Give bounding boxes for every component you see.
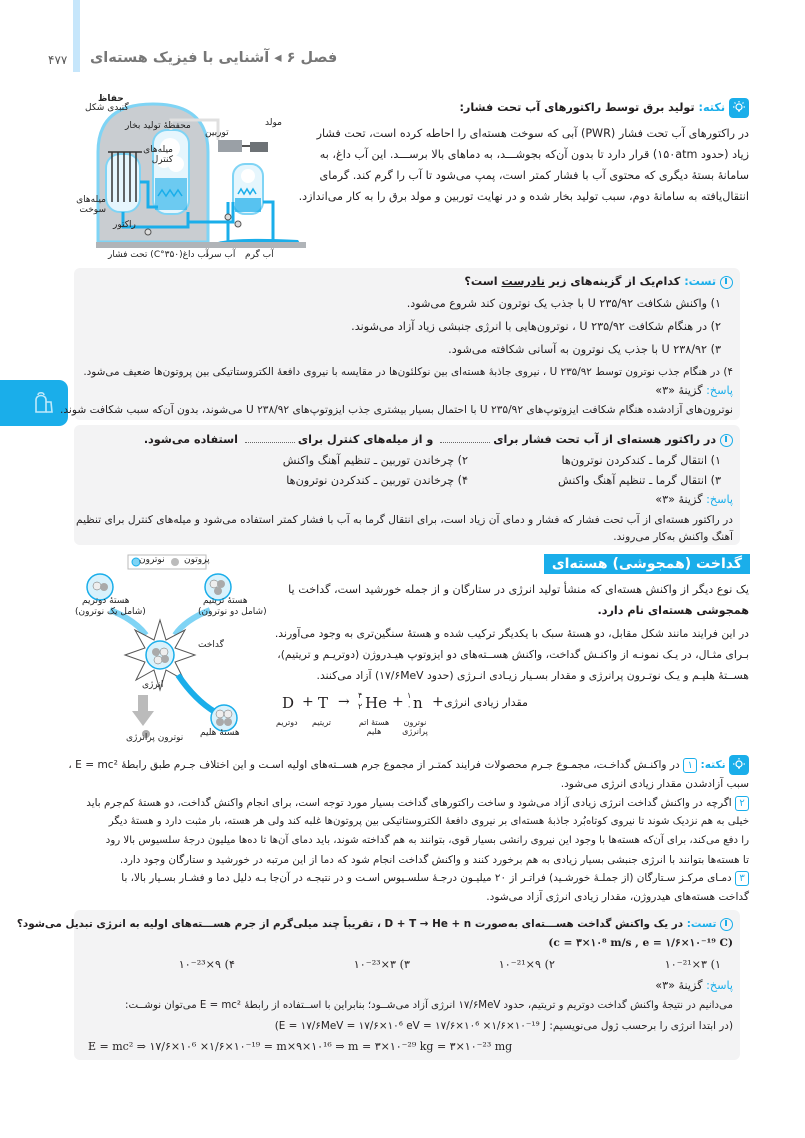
fusion-diagram <box>80 550 270 755</box>
note2-item-1-line2: سبب آزادشدن مقدار زیادی انرژی می‌شود. <box>560 778 749 790</box>
note1-line-1: در راکتورهای آب تحت فشار (PWR) آبی که سوخت هسته‌ای را احاطه کرده است، تحت فشار <box>316 127 749 140</box>
test2-explanation-1: در راکتور هسته‌ای از آب تحت فشار که فشار و دمای آن زیاد است، برای انتقال گرما به آب با فشار کمتر استفاده می‌شود و میله‌های کنترل برای تنظیم <box>76 514 733 526</box>
note2-item-2-line1: ۲ اگرچه در واکنش گداخت انرژی زیادی آزاد می‌شود و ساخت راکتورهای گداخت بسیار مورد توجه است، برای انجام واکنش گداخت، دو هستهٔ کم‌جرم باید <box>86 793 749 813</box>
test3-explanation-3: E = mc² ⇒ ۱۷/۶×۱۰⁶ ×۱/۶×۱۰⁻¹⁹ = m×۹×۱۰¹⁶ ⇒ m = ۳×۱۰⁻²⁹ kg = ۳×۱۰⁻²³ mg <box>88 1040 513 1053</box>
note1-line-2: زیاد (حدود ۱۵۰atm) قرار دارد تا بدون آن‌که بجوشـــد، به دماهای بالا برســـد. این آب داغ، به <box>319 148 749 161</box>
note2-item-2-line3: را دفع می‌کند، برای آن‌که هسته‌ها با وجود این نیروی رانشی بسیار قوی، بتوانند به هم گداخته شوند، باید دمای آن‌ها تا ده‌ها میلیون درجهٔ سلسیوس بالا رود <box>105 835 749 846</box>
test3-option-4[interactable]: ۴) ۹×۱۰⁻²³ <box>178 958 235 971</box>
test3-explanation-1: می‌دانیم در نتیجهٔ واکنش گداخت دوتریم و تریتیم، حدود ۱۷/۶MeV انرژی آزاد می‌شــود؛ بنابراین با اســتفاده از رابطهٔ E = mc² می‌توان نوشــت: <box>125 1000 733 1011</box>
test3-question: تست: در یک واکنش گداخت هســـته‌ای به‌صورت D + T → He + n ، تقریباً چند میلی‌گرم از جرم هســـته‌های اولیه به انرژی تبدیل می‌شود؟ <box>17 914 733 934</box>
label-tritium: هستهٔ تریتیم <box>203 596 248 606</box>
stopwatch-icon <box>720 918 733 931</box>
label-turbine: توربین <box>205 128 229 138</box>
test1-option-3[interactable]: ۳) U ۲۳۸/۹۲ با جذب یک نوترون به آسانی شکافته می‌شود. <box>448 343 721 356</box>
section-heading-fusion: گداخت (همجوشی) هسته‌ای <box>544 554 750 574</box>
test2-option-4[interactable]: ۴) چرخاندن توربین ـ کندکردن نوترون‌ها <box>286 474 468 487</box>
note2-item-3-line1: ۳ دمـای مرکـز سـتارگان (از جملـهٔ خورشـید) فراتـر از ۲۰ میلیـون درجـهٔ سلسـیوس اسـت و در نتیجـه در آن‌جا بـه دلیل دما و فشـار بسـیار بالا، با <box>121 868 749 888</box>
test1-explanation: نوترون‌های آزادشده هنگام شکافت ایزوتوپ‌های U ۲۳۵/۹۲ با احتمال بسیار بیشتری جذب ایزوتوپ‌های U ۲۳۸/۹۲ می‌شوند، بدون آن‌که سبب شکافت شوند. <box>59 404 733 416</box>
test1-label: تست: <box>684 275 717 288</box>
stopwatch-icon <box>720 434 733 447</box>
test1-option-4[interactable]: ۴) در هنگام جذب نوترون توسط U ۲۳۵/۹۲ ، نیروی جاذبهٔ هسته‌ای بین نوکلئون‌ها در مقایسه با نیروی دافعهٔ الکتروستاتیکی بین پروتون‌ها ضعیف می‌شود. <box>83 366 733 378</box>
fusion-para2-line2: بـرای مثـال، در یـک نمونـه از واکنـش گداخت، واکنش هســته‌های دو ایزوتوپ هیـدروژن (دوتریـم و تریتیم)، <box>277 648 749 661</box>
chapter-title: فصل ۶ ◂ آشنایی با فیزیک هسته‌ای <box>90 50 338 66</box>
test3-option-3[interactable]: ۳) ۳×۱۰⁻²³ <box>353 958 410 971</box>
note2-item-1-line1: نکته: ۱ در واکنـش گداخـت، مجمـوع جـرم محصولات فرایند کمتـر از مجموع جرم هســته‌های اولیه اسـت و این اختلاف جـرم طبق رابطهٔ E = mc² ، <box>68 755 749 775</box>
note1-line-4: انتقال‌یافته به سامانهٔ دوم، سبب تولید بخار شده و در نهایت توربین و مولد برق را به کار می‌اندازد. <box>298 190 749 203</box>
note1-heading <box>459 98 749 118</box>
note1-label: نکته: <box>698 101 726 114</box>
test3-option-1[interactable]: ۱) ۳×۱۰⁻²¹ <box>664 958 721 971</box>
label-cold-water: آب سرد <box>205 250 236 260</box>
lightbulb-icon <box>729 755 749 775</box>
test1-option-1[interactable]: ۱) واکنش شکافت U ۲۳۵/۹۲ با جذب یک نوترون کند شروع می‌شود. <box>406 297 721 310</box>
legend-neutron: نوترون <box>139 555 165 565</box>
label-neutron: نوترون پرانرژی <box>126 733 184 743</box>
fusion-equation: D + T → ۴ ۲ He + ۱ ۰ n + مقدار زیادی انرژی دوتریم تریتیم هستهٔ اتم هلیم نوترون پرانرژی <box>276 691 528 736</box>
test2-option-3[interactable]: ۳) انتقال گرما ـ تنظیم آهنگ واکنش <box>557 474 721 487</box>
test1-question: تست: کدام‌یک از گزینه‌های زیر نادرست است؟ <box>464 272 733 292</box>
test1-answer: پاسخ: گزینهٔ «۳» <box>655 384 733 397</box>
header-accent-bar <box>73 0 80 72</box>
note2-item-2-line4: تا هسته‌ها بتوانند با انرژی جنبشی بسیار زیادی به هم برخورد کنند و واکنش گداخت انجام شود که دما از این مرتبه در خورشید و ستارگان وجود دارد. <box>119 854 749 866</box>
test2-question: در راکتور هسته‌ای از آب تحت فشار برای و از میله‌های کنترل برای استفاده می‌شود. <box>144 430 733 450</box>
test2-option-1[interactable]: ۱) انتقال گرما ـ کندکردن نوترون‌ها <box>561 454 721 467</box>
label-generator: مولد <box>265 118 282 128</box>
test2-explanation-2: آهنگ واکنش به‌کار می‌روند. <box>613 531 733 543</box>
side-tab[interactable] <box>0 380 68 426</box>
note1-line-3: سامانهٔ بستهٔ دیگری که محتوی آب با فشار کمتر است، پمپ می‌شود تا آب را گرم کند. گرمای <box>319 169 749 182</box>
label-fuel-rods: میله‌های سوخت <box>76 195 106 215</box>
label-deuterium: هستهٔ دوتریم <box>82 596 130 606</box>
label-reactor: راکتور <box>113 220 136 230</box>
test2-answer: پاسخ: گزینهٔ «۳» <box>655 493 733 506</box>
test3-constants: (c = ۳×۱۰⁸ m/s , e = ۱/۶×۱۰⁻¹⁹ C) <box>548 937 733 949</box>
label-tritium-sub: (شامل دو نوترون) <box>198 607 267 617</box>
label-dome: گنبدی شکل <box>85 103 129 113</box>
bread-bag-icon <box>30 390 56 416</box>
label-fusion: گداخت <box>198 640 224 650</box>
fusion-para1-line2: همجوشی هسته‌ای نام دارد. <box>597 604 749 617</box>
test3-explanation-2: (در ابتدا انرژی را برحسب ژول می‌نویسیم: E = ۱۷/۶MeV = ۱۷/۶×۱۰⁶ eV = ۱۷/۶×۱۰⁶ ×۱/۶×۱۰⁻¹⁹ J) <box>274 1020 733 1032</box>
note2-item-2-line2: خیلی به هم نزدیک شوند تا نیروی کوتاه‌بُرد جاذبهٔ هسته‌ای بر نیروی دافعهٔ الکتروستاتیکی بین پروتون‌ها غلبه کند ولی هر هسته، بار مثبت دارد و هستهٔ دیگر <box>108 816 749 827</box>
test2-option-2[interactable]: ۲) چرخاندن توربین ـ تنظیم آهنگ واکنش <box>282 454 468 467</box>
fusion-para2-line3: هســتهٔ هلیـم و یـک نوتـرون پرانرژی و مقدار بسـیار زیـادی انـرژی (حدود ۱۷/۶MeV) آزاد می‌کنند. <box>316 669 749 682</box>
stopwatch-icon <box>720 276 733 289</box>
label-helium: هستهٔ هلیم <box>200 728 240 738</box>
note2-item-3-line2: گداخت هسته‌های هیدروژن، مقدار زیادی انرژی آزاد می‌شود. <box>486 891 749 903</box>
fusion-para2-line1: در این فرایند مانند شکل مقابل، دو هستهٔ سبک با یکدیگر ترکیب شده و هستهٔ سنگین‌تری به وجود می‌آورند. <box>274 627 749 640</box>
label-steam-generator: محفظهٔ تولید بخار <box>125 121 191 131</box>
label-deuterium-sub: (شامل یک نوترون) <box>75 607 146 617</box>
note1-title: تولید برق توسط راکتورهای آب تحت فشار: <box>459 101 695 114</box>
test3-answer: پاسخ: گزینهٔ «۳» <box>655 979 733 992</box>
legend-proton: پروتون <box>184 555 210 565</box>
test1-option-2[interactable]: ۲) در هنگام شکافت U ۲۳۵/۹۲ ، نوترون‌هایی با انرژی جنبشی زیاد آزاد می‌شوند. <box>351 320 721 333</box>
lightbulb-icon <box>729 98 749 118</box>
label-hot-water: آب گرم <box>245 250 274 260</box>
label-containment: حفاظ <box>98 94 124 104</box>
label-pressurized-water: آب داغ(۳۵۰°C) تحت فشار <box>108 250 209 260</box>
test3-option-2[interactable]: ۲) ۹×۱۰⁻²¹ <box>498 958 555 971</box>
label-energy: انرژی <box>142 680 164 690</box>
label-control-rods: میله‌های کنترل <box>143 145 173 165</box>
page-number: ۴۷۷ <box>48 53 68 67</box>
fusion-para1-line1: یک نوع دیگر از واکنش هسته‌ای که منشأ تولید انرژی در ستارگان و از جمله خورشید است، گداخت یا <box>288 583 749 596</box>
